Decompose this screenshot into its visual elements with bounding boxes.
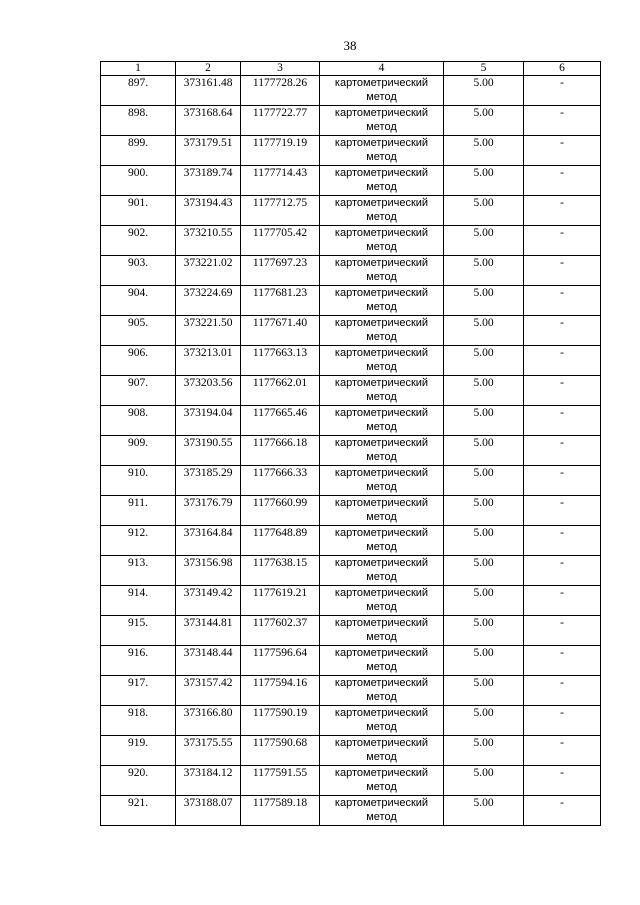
table-row bbox=[101, 586, 601, 616]
table-row bbox=[101, 226, 601, 256]
page-number: 38 bbox=[343, 38, 357, 53]
method-cell: картометрический метод bbox=[320, 76, 444, 106]
method-cell: картометрический метод bbox=[320, 736, 444, 766]
point-number-cell: 902. bbox=[101, 226, 176, 256]
method-cell: картометрический метод bbox=[320, 496, 444, 526]
x-coordinate-cell: 373176.79 bbox=[176, 496, 241, 526]
accuracy-cell: 5.00 bbox=[444, 76, 524, 106]
method-cell: картометрический метод bbox=[320, 616, 444, 646]
note-cell: - bbox=[524, 346, 601, 376]
accuracy-cell: 5.00 bbox=[444, 466, 524, 496]
note-cell: - bbox=[524, 376, 601, 406]
y-coordinate-cell: 1177714.43 bbox=[241, 166, 320, 196]
table-header-row bbox=[101, 62, 601, 76]
x-coordinate-cell: 373148.44 bbox=[176, 646, 241, 676]
y-coordinate-cell: 1177594.16 bbox=[241, 676, 320, 706]
table-row bbox=[101, 196, 601, 226]
column-header: 5 bbox=[444, 62, 524, 76]
x-coordinate-cell: 373179.51 bbox=[176, 136, 241, 166]
table-row bbox=[101, 76, 601, 106]
method-cell: картометрический метод bbox=[320, 106, 444, 136]
x-coordinate-cell: 373156.98 bbox=[176, 556, 241, 586]
y-coordinate-cell: 1177648.89 bbox=[241, 526, 320, 556]
point-number-cell: 900. bbox=[101, 166, 176, 196]
point-number-cell: 916. bbox=[101, 646, 176, 676]
y-coordinate-cell: 1177722.77 bbox=[241, 106, 320, 136]
note-cell: - bbox=[524, 676, 601, 706]
method-cell: картометрический метод bbox=[320, 406, 444, 436]
accuracy-cell: 5.00 bbox=[444, 376, 524, 406]
point-number-cell: 920. bbox=[101, 766, 176, 796]
x-coordinate-cell: 373185.29 bbox=[176, 466, 241, 496]
x-coordinate-cell: 373168.64 bbox=[176, 106, 241, 136]
note-cell: - bbox=[524, 76, 601, 106]
table-row bbox=[101, 286, 601, 316]
table-row bbox=[101, 496, 601, 526]
x-coordinate-cell: 373221.50 bbox=[176, 316, 241, 346]
table-body bbox=[101, 76, 601, 826]
column-header: 4 bbox=[320, 62, 444, 76]
point-number-cell: 905. bbox=[101, 316, 176, 346]
y-coordinate-cell: 1177705.42 bbox=[241, 226, 320, 256]
table-row bbox=[101, 346, 601, 376]
note-cell: - bbox=[524, 556, 601, 586]
y-coordinate-cell: 1177666.18 bbox=[241, 436, 320, 466]
table-row bbox=[101, 436, 601, 466]
point-number-cell: 907. bbox=[101, 376, 176, 406]
table-row bbox=[101, 166, 601, 196]
method-cell: картометрический метод bbox=[320, 556, 444, 586]
x-coordinate-cell: 373175.55 bbox=[176, 736, 241, 766]
method-cell: картометрический метод bbox=[320, 196, 444, 226]
accuracy-cell: 5.00 bbox=[444, 316, 524, 346]
method-cell: картометрический метод bbox=[320, 646, 444, 676]
note-cell: - bbox=[524, 766, 601, 796]
y-coordinate-cell: 1177619.21 bbox=[241, 586, 320, 616]
table-row bbox=[101, 676, 601, 706]
method-cell: картометрический метод bbox=[320, 436, 444, 466]
y-coordinate-cell: 1177666.33 bbox=[241, 466, 320, 496]
x-coordinate-cell: 373166.80 bbox=[176, 706, 241, 736]
note-cell: - bbox=[524, 796, 601, 826]
x-coordinate-cell: 373203.56 bbox=[176, 376, 241, 406]
method-cell: картометрический метод bbox=[320, 466, 444, 496]
note-cell: - bbox=[524, 586, 601, 616]
point-number-cell: 906. bbox=[101, 346, 176, 376]
x-coordinate-cell: 373189.74 bbox=[176, 166, 241, 196]
y-coordinate-cell: 1177712.75 bbox=[241, 196, 320, 226]
note-cell: - bbox=[524, 106, 601, 136]
x-coordinate-cell: 373164.84 bbox=[176, 526, 241, 556]
table-row bbox=[101, 106, 601, 136]
point-number-cell: 909. bbox=[101, 436, 176, 466]
point-number-cell: 903. bbox=[101, 256, 176, 286]
note-cell: - bbox=[524, 616, 601, 646]
accuracy-cell: 5.00 bbox=[444, 166, 524, 196]
point-number-cell: 917. bbox=[101, 676, 176, 706]
note-cell: - bbox=[524, 706, 601, 736]
y-coordinate-cell: 1177590.19 bbox=[241, 706, 320, 736]
method-cell: картометрический метод bbox=[320, 256, 444, 286]
method-cell: картометрический метод bbox=[320, 286, 444, 316]
x-coordinate-cell: 373194.43 bbox=[176, 196, 241, 226]
table-row bbox=[101, 736, 601, 766]
accuracy-cell: 5.00 bbox=[444, 196, 524, 226]
accuracy-cell: 5.00 bbox=[444, 676, 524, 706]
note-cell: - bbox=[524, 316, 601, 346]
point-number-cell: 919. bbox=[101, 736, 176, 766]
x-coordinate-cell: 373149.42 bbox=[176, 586, 241, 616]
method-cell: картометрический метод bbox=[320, 166, 444, 196]
y-coordinate-cell: 1177602.37 bbox=[241, 616, 320, 646]
x-coordinate-cell: 373213.01 bbox=[176, 346, 241, 376]
note-cell: - bbox=[524, 286, 601, 316]
table-row bbox=[101, 766, 601, 796]
coordinates-table bbox=[100, 61, 601, 826]
y-coordinate-cell: 1177697.23 bbox=[241, 256, 320, 286]
method-cell: картометрический метод bbox=[320, 766, 444, 796]
point-number-cell: 899. bbox=[101, 136, 176, 166]
note-cell: - bbox=[524, 136, 601, 166]
table-row bbox=[101, 796, 601, 826]
table-row bbox=[101, 256, 601, 286]
point-number-cell: 915. bbox=[101, 616, 176, 646]
method-cell: картометрический метод bbox=[320, 136, 444, 166]
y-coordinate-cell: 1177591.55 bbox=[241, 766, 320, 796]
point-number-cell: 897. bbox=[101, 76, 176, 106]
accuracy-cell: 5.00 bbox=[444, 226, 524, 256]
column-header: 6 bbox=[524, 62, 601, 76]
x-coordinate-cell: 373221.02 bbox=[176, 256, 241, 286]
method-cell: картометрический метод bbox=[320, 586, 444, 616]
table-row bbox=[101, 706, 601, 736]
table-row bbox=[101, 136, 601, 166]
method-cell: картометрический метод bbox=[320, 346, 444, 376]
accuracy-cell: 5.00 bbox=[444, 346, 524, 376]
note-cell: - bbox=[524, 166, 601, 196]
point-number-cell: 921. bbox=[101, 796, 176, 826]
accuracy-cell: 5.00 bbox=[444, 526, 524, 556]
x-coordinate-cell: 373224.69 bbox=[176, 286, 241, 316]
y-coordinate-cell: 1177638.15 bbox=[241, 556, 320, 586]
y-coordinate-cell: 1177681.23 bbox=[241, 286, 320, 316]
x-coordinate-cell: 373194.04 bbox=[176, 406, 241, 436]
accuracy-cell: 5.00 bbox=[444, 256, 524, 286]
table-row bbox=[101, 646, 601, 676]
note-cell: - bbox=[524, 646, 601, 676]
x-coordinate-cell: 373184.12 bbox=[176, 766, 241, 796]
x-coordinate-cell: 373190.55 bbox=[176, 436, 241, 466]
accuracy-cell: 5.00 bbox=[444, 106, 524, 136]
note-cell: - bbox=[524, 496, 601, 526]
y-coordinate-cell: 1177671.40 bbox=[241, 316, 320, 346]
accuracy-cell: 5.00 bbox=[444, 136, 524, 166]
note-cell: - bbox=[524, 256, 601, 286]
column-header: 1 bbox=[101, 62, 176, 76]
accuracy-cell: 5.00 bbox=[444, 586, 524, 616]
table-row bbox=[101, 406, 601, 436]
x-coordinate-cell: 373157.42 bbox=[176, 676, 241, 706]
note-cell: - bbox=[524, 226, 601, 256]
note-cell: - bbox=[524, 406, 601, 436]
accuracy-cell: 5.00 bbox=[444, 736, 524, 766]
accuracy-cell: 5.00 bbox=[444, 436, 524, 466]
table-row bbox=[101, 376, 601, 406]
x-coordinate-cell: 373144.81 bbox=[176, 616, 241, 646]
y-coordinate-cell: 1177660.99 bbox=[241, 496, 320, 526]
point-number-cell: 898. bbox=[101, 106, 176, 136]
accuracy-cell: 5.00 bbox=[444, 646, 524, 676]
point-number-cell: 911. bbox=[101, 496, 176, 526]
table-row bbox=[101, 316, 601, 346]
table-row bbox=[101, 466, 601, 496]
method-cell: картометрический метод bbox=[320, 316, 444, 346]
accuracy-cell: 5.00 bbox=[444, 406, 524, 436]
table-row bbox=[101, 556, 601, 586]
accuracy-cell: 5.00 bbox=[444, 496, 524, 526]
method-cell: картометрический метод bbox=[320, 676, 444, 706]
column-header: 2 bbox=[176, 62, 241, 76]
y-coordinate-cell: 1177596.64 bbox=[241, 646, 320, 676]
note-cell: - bbox=[524, 196, 601, 226]
y-coordinate-cell: 1177719.19 bbox=[241, 136, 320, 166]
accuracy-cell: 5.00 bbox=[444, 766, 524, 796]
point-number-cell: 904. bbox=[101, 286, 176, 316]
point-number-cell: 914. bbox=[101, 586, 176, 616]
method-cell: картометрический метод bbox=[320, 706, 444, 736]
x-coordinate-cell: 373210.55 bbox=[176, 226, 241, 256]
accuracy-cell: 5.00 bbox=[444, 556, 524, 586]
y-coordinate-cell: 1177665.46 bbox=[241, 406, 320, 436]
y-coordinate-cell: 1177590.68 bbox=[241, 736, 320, 766]
method-cell: картометрический метод bbox=[320, 376, 444, 406]
y-coordinate-cell: 1177663.13 bbox=[241, 346, 320, 376]
point-number-cell: 912. bbox=[101, 526, 176, 556]
method-cell: картометрический метод bbox=[320, 226, 444, 256]
x-coordinate-cell: 373161.48 bbox=[176, 76, 241, 106]
y-coordinate-cell: 1177662.01 bbox=[241, 376, 320, 406]
note-cell: - bbox=[524, 736, 601, 766]
point-number-cell: 913. bbox=[101, 556, 176, 586]
accuracy-cell: 5.00 bbox=[444, 286, 524, 316]
accuracy-cell: 5.00 bbox=[444, 616, 524, 646]
table-row bbox=[101, 526, 601, 556]
accuracy-cell: 5.00 bbox=[444, 796, 524, 826]
note-cell: - bbox=[524, 436, 601, 466]
point-number-cell: 908. bbox=[101, 406, 176, 436]
accuracy-cell: 5.00 bbox=[444, 706, 524, 736]
point-number-cell: 918. bbox=[101, 706, 176, 736]
y-coordinate-cell: 1177728.26 bbox=[241, 76, 320, 106]
method-cell: картометрический метод bbox=[320, 526, 444, 556]
point-number-cell: 901. bbox=[101, 196, 176, 226]
note-cell: - bbox=[524, 466, 601, 496]
note-cell: - bbox=[524, 526, 601, 556]
point-number-cell: 910. bbox=[101, 466, 176, 496]
x-coordinate-cell: 373188.07 bbox=[176, 796, 241, 826]
column-header: 3 bbox=[241, 62, 320, 76]
y-coordinate-cell: 1177589.18 bbox=[241, 796, 320, 826]
table-row bbox=[101, 616, 601, 646]
method-cell: картометрический метод bbox=[320, 796, 444, 826]
